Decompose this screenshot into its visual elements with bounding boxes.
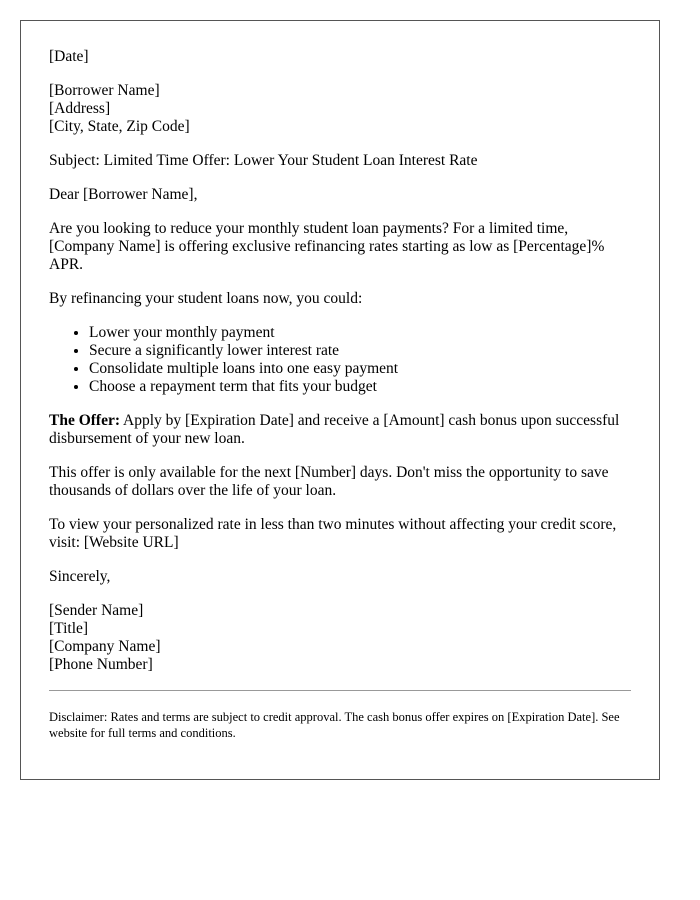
closing: Sincerely,	[49, 568, 111, 585]
intro-paragraph: Are you looking to reduce your monthly student loan payments? For a limited time, [Company Name] is offering exclusive refinancing rates starting as low as [Percentage]% APR.	[49, 220, 605, 273]
benefits-intro: By refinancing your student loans now, you could:	[49, 290, 363, 307]
recipient-city-state-zip: [City, State, Zip Code]	[49, 118, 190, 135]
sender-name: [Sender Name]	[49, 602, 144, 619]
benefit-item: • Secure a significantly lower interest rate	[89, 342, 631, 360]
benefit-item: • Consolidate multiple loans into one easy payment	[89, 360, 631, 378]
divider	[49, 690, 631, 691]
letter	[20, 20, 660, 780]
sender-phone: [Phone Number]	[49, 656, 153, 673]
offer-label: The Offer:	[49, 412, 121, 429]
benefit-item: • Lower your monthly payment	[89, 324, 631, 342]
benefits-list	[49, 324, 631, 396]
letter-date: [Date]	[49, 48, 89, 65]
letter-subject: Subject: Limited Time Offer: Lower Your Student Loan Interest Rate	[49, 152, 478, 169]
recipient-name: [Borrower Name]	[49, 82, 160, 99]
offer-paragraph	[49, 412, 631, 448]
recipient-address: [Address]	[49, 100, 111, 117]
recipient-block	[49, 82, 631, 136]
cta-paragraph: To view your personalized rate in less than two minutes without affecting your credit score, visit: [Website URL]	[49, 516, 617, 551]
sender-company: [Company Name]	[49, 638, 161, 655]
disclaimer: Disclaimer: Rates and terms are subject to credit approval. The cash bonus offer expires on [Expiration Date]. See website for full terms and conditions.	[49, 710, 620, 740]
urgency-paragraph: This offer is only available for the next [Number] days. Don't miss the opportunity to save thousands of dollars over the life of your loan.	[49, 464, 609, 499]
sender-title: [Title]	[49, 620, 89, 637]
benefit-item: • Choose a repayment term that fits your budget	[89, 378, 631, 396]
sender-block	[49, 602, 631, 674]
salutation: Dear [Borrower Name],	[49, 186, 198, 203]
offer-text: Apply by [Expiration Date] and receive a [Amount] cash bonus upon successful disbursement of your new loan.	[49, 412, 620, 447]
